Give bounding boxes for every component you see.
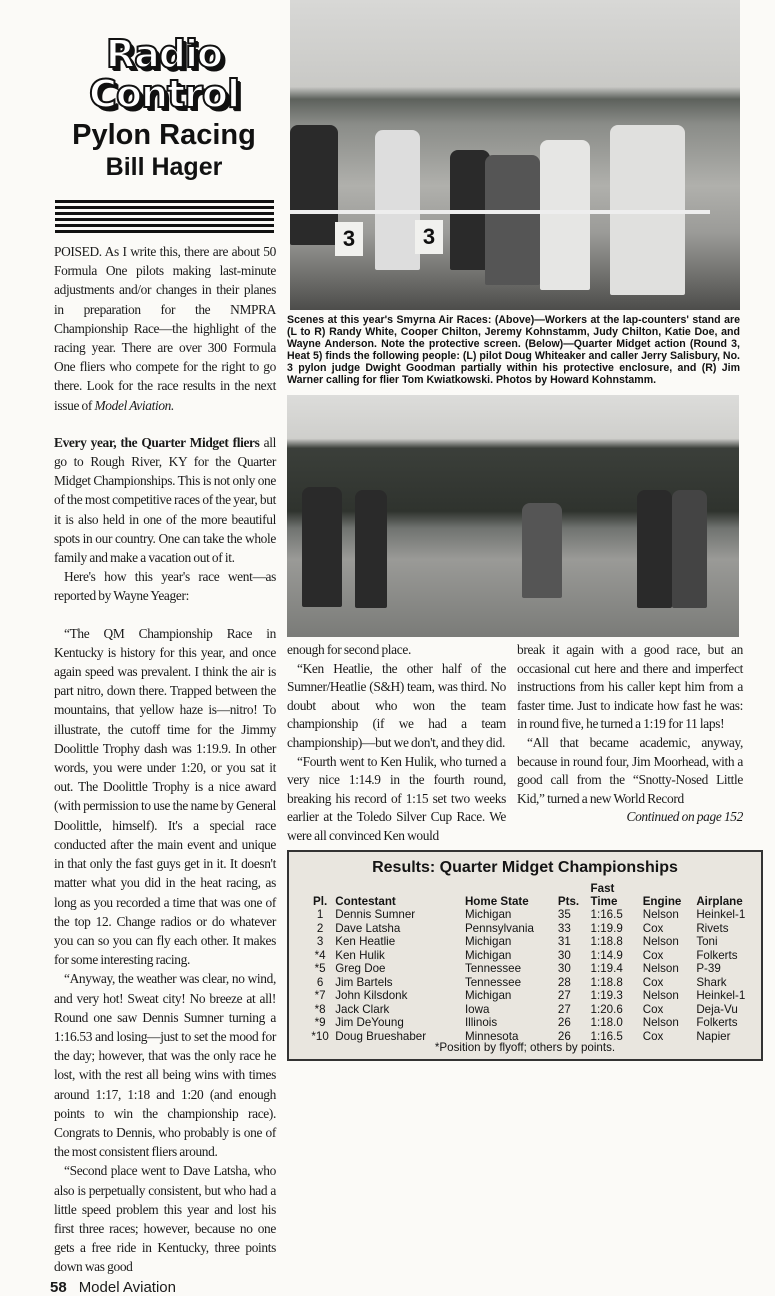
continued-note: Continued on page 152 <box>626 809 743 825</box>
article-title: Pylon Racing <box>72 119 256 151</box>
table-cell: 1:18.0 <box>590 1016 623 1029</box>
column-header: Fast Time <box>590 882 618 908</box>
table-cell: 28 <box>557 975 571 989</box>
paragraph: “Anyway, the weather was clear, no wind, and very hot! Sweat city! No breeze at all! Round one saw Dennis Sumner turning a 1:16.53 and losing—just to set the mood for the day; however, that was the only race he lost, with the rest all being wins with times around 1:17, 1:18 and 1:20 (and enough points to win the championship race). Congrats to Dennis, who probably is one of the most consistent fliers around. <box>54 971 276 1160</box>
decorative-stripes <box>55 200 274 234</box>
table-cell: 1 <box>316 908 324 921</box>
column-header: Pts. <box>557 895 580 908</box>
table-cell: 3 <box>316 935 324 948</box>
table-cell: Rivets <box>696 921 729 935</box>
table-cell: *5 <box>314 962 326 975</box>
pylon-enclosure <box>522 503 562 598</box>
table-cell: Minnesota <box>464 1029 519 1043</box>
person-figure <box>485 155 540 285</box>
person-figure <box>672 490 707 608</box>
column-header: Contestant <box>335 895 396 908</box>
table-cell: Deja-Vu <box>696 1002 738 1016</box>
table-cell: Toni <box>696 935 718 948</box>
table-cell: 35 <box>557 908 571 921</box>
table-cell: 1:18.8 <box>590 975 623 989</box>
table-cell: Heinkel-1 <box>696 908 746 921</box>
author-name: Bill Hager <box>105 153 223 181</box>
lead-in: POISED. <box>54 244 102 259</box>
person-figure <box>375 130 420 270</box>
table-cell: 26 <box>557 1029 571 1043</box>
table-row <box>305 949 761 963</box>
table-cell: Nelson <box>642 908 679 921</box>
person-figure <box>290 125 338 245</box>
table-cell: Cox <box>642 1002 664 1016</box>
table-cell: Jack Clark <box>335 1002 390 1016</box>
table-cell: John Kilsdonk <box>335 989 408 1002</box>
table-cell: Cox <box>642 1029 664 1043</box>
table-cell: Folkerts <box>696 1016 738 1029</box>
column-header: Home State <box>464 895 529 908</box>
table-cell: 1:20.6 <box>590 1002 623 1016</box>
pylon-sign: 3 <box>335 222 363 256</box>
table-cell: *9 <box>314 1016 326 1029</box>
table-cell: Cox <box>642 975 664 989</box>
article-header <box>52 34 276 182</box>
table-cell: 30 <box>557 948 571 962</box>
table-cell: Iowa <box>464 1002 490 1016</box>
table-cell: Michigan <box>464 948 512 962</box>
person-figure <box>637 490 672 608</box>
table-cell: *8 <box>314 1002 326 1016</box>
table-cell: Pennsylvania <box>464 921 534 935</box>
table-cell: Shark <box>696 975 727 989</box>
table-cell: Dave Latsha <box>335 921 401 935</box>
paragraph: “All that became academic, anyway, because in round four, Jim Moorhead, with a good call from the “Snotty-Nosed Little Kid,” turned a new World Record <box>517 734 743 806</box>
table-row <box>305 1016 761 1030</box>
table-cell: Doug Brueshaber <box>335 1029 427 1043</box>
table-row <box>305 922 761 936</box>
table-cell: 33 <box>557 921 571 935</box>
table-cell: Cox <box>642 948 664 962</box>
page-footer <box>50 1279 176 1296</box>
table-cell: Nelson <box>642 935 679 948</box>
table-cell: Napier <box>696 1029 731 1043</box>
text: all go to Rough River, KY for the Quarter Midget Championships. This is not only one of the most competitive races of the year, but it is also held in one of the more beautiful spots in our country. One can take the whole family and make a vacation out of it. <box>54 434 276 566</box>
table-cell: Michigan <box>464 989 512 1002</box>
table-cell: 1:16.5 <box>590 1029 623 1043</box>
column-header: Engine <box>642 895 682 908</box>
table-cell: 2 <box>316 921 324 935</box>
table-cell: 27 <box>557 989 571 1002</box>
table-cell: Ken Hulik <box>335 948 385 962</box>
table-cell: *7 <box>314 989 326 1002</box>
table-cell: Jim Bartels <box>335 975 393 989</box>
table-cell: Tennessee <box>464 975 522 989</box>
table-cell: Nelson <box>642 1016 679 1029</box>
table-cell: Ken Heatlie <box>335 935 396 948</box>
table-cell: 30 <box>557 962 571 975</box>
magazine-name: Model Aviation <box>78 1279 176 1296</box>
table-cell: 27 <box>557 1002 571 1016</box>
paragraph <box>54 433 276 567</box>
paragraph: “Fourth went to Ken Hulik, who turned a very nice 1:14.9 in the fourth round, breaking his record of 1:15 set two weeks earlier at the Toledo Silver Cup Race. We were all convinced Ken would <box>287 753 506 843</box>
middle-column <box>287 641 506 846</box>
paragraph: “Second place went to Dave Latsha, who also is perpetually consistent, but who had a little speed problem this year and lost his first three races; however, because no one gets a free ride in Kentucky, three points down was good <box>54 1163 276 1275</box>
table-cell: Jim DeYoung <box>335 1016 404 1029</box>
person-figure <box>355 490 387 608</box>
results-table <box>305 882 761 1043</box>
table-row <box>305 1003 761 1017</box>
text: As I write this, there are about 50 Formula One pilots making last-minute adjustments and/or changes in their planes in preparation for the NMPRA Championship Race—the highlight of the racing year. There are over 300 Formula One fliers who compete for the right to go there. Look for the race results in the next issue of <box>54 244 276 413</box>
table-cell: Illinois <box>464 1016 498 1029</box>
paragraph: enough for second place. <box>287 642 411 657</box>
results-footnote: *Position by flyoff; others by points. <box>434 1041 616 1054</box>
table-cell: Folkerts <box>696 948 738 962</box>
table-cell: Dennis Sumner <box>335 908 416 921</box>
paragraph: “Ken Heatlie, the other half of the Sumner/Heatlie (S&H) team, was third. No doubt about who won the team championship (if we had a team championship)—but we don't, and they did. <box>287 660 506 750</box>
radio-control-logo: Radio Control <box>88 32 240 116</box>
table-cell: Michigan <box>464 935 512 948</box>
table-cell: 1:16.5 <box>590 908 623 921</box>
table-cell: Heinkel-1 <box>696 989 746 1002</box>
table-row <box>305 935 761 949</box>
paragraph <box>54 242 276 415</box>
table-cell: Tennessee <box>464 962 522 975</box>
photo-quarter-midget-action <box>287 395 739 637</box>
table-row <box>305 962 761 976</box>
table-row <box>305 989 761 1003</box>
table-cell: 1:18.8 <box>590 935 623 948</box>
table-cell: 1:19.9 <box>590 921 623 935</box>
page-number: 58 <box>50 1279 67 1296</box>
person-figure <box>540 140 590 290</box>
table-cell: 31 <box>557 935 571 948</box>
photo-caption: Scenes at this year's Smyrna Air Races: (Above)—Workers at the lap-counters' stand are (L to R) Randy White, Cooper Chilton, Jeremy Kohnstamm, Judy Chilton, Katie Doe, and Wayne Anderson. Note the protective screen. (Below)—Quarter Midget action (Round 3, Heat 5) finds the following people: (L) pilot Doug Whiteaker and caller Jerry Salisbury, No. 3 pylon judge Dwight Goodman partially within his protective enclosure, and (R) Jim Warner calling for flier Tom Kwiatkowski. Photos by Howard Kohnstamm. <box>287 314 740 387</box>
table-cell: 1:19.4 <box>590 962 623 975</box>
pylon-sign: 3 <box>415 220 443 254</box>
table-cell: 6 <box>316 975 324 989</box>
magazine-name: Model Aviation. <box>94 397 175 413</box>
table-cell: Nelson <box>642 989 679 1002</box>
person-figure <box>302 487 342 607</box>
column-header: Pl. <box>313 895 328 908</box>
lead-in: Every year, the Quarter Midget fliers <box>54 434 260 450</box>
paragraph: “The QM Championship Race in Kentucky is history for this year, and once again speed was prevalent. I think the air is part nitro, down there. Trapped between the mountains, that yellow haze is—nitro! To illustrate, the cutoff time for the Jimmy Doolittle Trophy dash was 1:19.9. In other words, you were under 1:20, or you sat it out. The Doolittle Trophy is a nice award (with permission to use the name by General Doolittle, himself). It's a special race conducted after the main event and unique in that only the fast guys get in it. It doesn't matter what you did in the heat racing, as long as you recorded a time that was one of the top 12. Change radios or do whatever you can so you can fly each other. It makes for some interesting racing. <box>54 625 276 968</box>
paragraph: break it again with a good race, but an occasional cut here and there and imperfect instructions from his caller kept him from a faster time. Just to indicate how fast he was: in round five, he turned a 1:19 for 11 laps! <box>517 642 743 732</box>
table-cell: 1:19.3 <box>590 989 623 1002</box>
table-cell: Nelson <box>642 962 679 975</box>
right-column <box>517 641 743 827</box>
table-edge <box>290 210 710 214</box>
table-cell: Greg Doe <box>335 962 386 975</box>
table-row <box>305 908 761 922</box>
paragraph: Here's how this year's race went—as reported by Wayne Yeager: <box>54 569 276 604</box>
table-cell: 26 <box>557 1016 571 1029</box>
results-title: Results: Quarter Midget Championships <box>372 859 678 876</box>
table-cell: 1:14.9 <box>590 948 623 962</box>
left-column <box>54 242 276 1277</box>
table-cell: Michigan <box>464 908 512 921</box>
photo-lap-counters-stand <box>290 0 740 310</box>
table-row <box>305 976 761 990</box>
table-cell: *4 <box>314 948 326 962</box>
results-table-box <box>287 850 763 1061</box>
table-cell: Cox <box>642 921 664 935</box>
table-cell: *10 <box>311 1029 329 1043</box>
column-header: Airplane <box>696 895 743 908</box>
table-cell: P-39 <box>696 962 721 975</box>
